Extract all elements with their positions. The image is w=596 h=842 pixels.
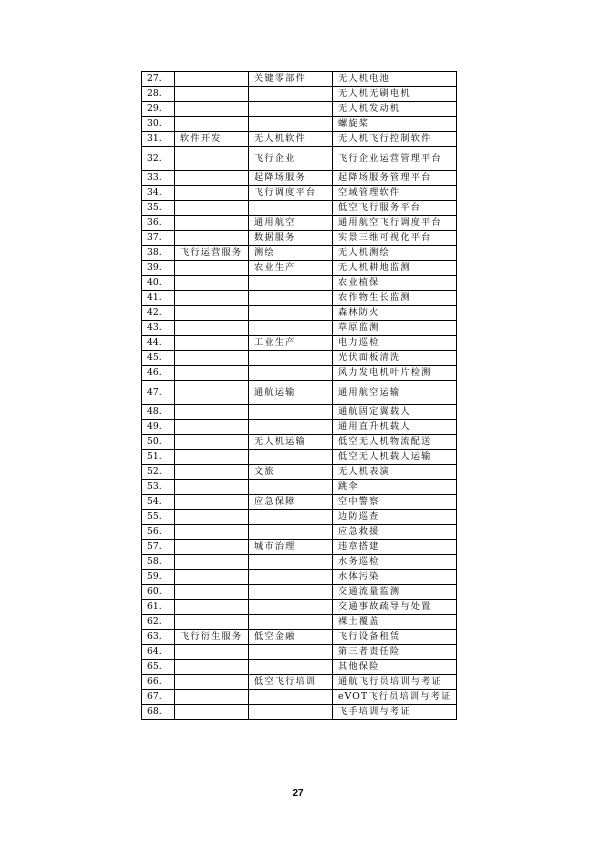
item-cell: 通用航空飞行调度平台 <box>333 216 457 231</box>
row-number: 51. <box>142 450 175 465</box>
category-cell <box>175 615 249 630</box>
table-row <box>142 555 457 570</box>
item-cell: 裸土覆盖 <box>333 615 457 630</box>
category-cell <box>175 585 249 600</box>
category-cell <box>175 540 249 555</box>
table-body <box>142 72 457 720</box>
table-row <box>142 480 457 495</box>
subcategory-cell: 文旅 <box>249 465 333 480</box>
category-cell <box>175 117 249 132</box>
table-row <box>142 291 457 306</box>
subcategory-cell: 工业生产 <box>249 336 333 351</box>
item-cell: 森林防火 <box>333 306 457 321</box>
table-row <box>142 495 457 510</box>
table-row <box>142 201 457 216</box>
category-cell <box>175 186 249 201</box>
subcategory-cell <box>249 600 333 615</box>
subcategory-cell <box>249 87 333 102</box>
row-number: 63. <box>142 630 175 645</box>
item-cell: 无人机耕地监测 <box>333 261 457 276</box>
category-cell: 软件开发 <box>175 132 249 147</box>
row-number: 47. <box>142 381 175 405</box>
table-row <box>142 615 457 630</box>
row-number: 36. <box>142 216 175 231</box>
row-number: 28. <box>142 87 175 102</box>
category-cell <box>175 201 249 216</box>
table-row <box>142 336 457 351</box>
subcategory-cell <box>249 480 333 495</box>
category-cell <box>175 555 249 570</box>
category-cell <box>175 171 249 186</box>
table-row <box>142 525 457 540</box>
subcategory-cell: 农业生产 <box>249 261 333 276</box>
table-row <box>142 186 457 201</box>
table-row <box>142 540 457 555</box>
subcategory-cell: 飞行调度平台 <box>249 186 333 201</box>
item-cell: 通航飞行员培训与考证 <box>333 675 457 690</box>
table-row <box>142 261 457 276</box>
row-number: 50. <box>142 435 175 450</box>
subcategory-cell <box>249 525 333 540</box>
subcategory-cell: 飞行企业 <box>249 147 333 171</box>
subcategory-cell <box>249 570 333 585</box>
row-number: 68. <box>142 705 175 720</box>
item-cell: 违章搭建 <box>333 540 457 555</box>
category-cell <box>175 366 249 381</box>
subcategory-cell: 数据服务 <box>249 231 333 246</box>
subcategory-cell <box>249 585 333 600</box>
table-row <box>142 660 457 675</box>
category-cell <box>175 87 249 102</box>
row-number: 58. <box>142 555 175 570</box>
item-cell: 交通流量监测 <box>333 585 457 600</box>
row-number: 49. <box>142 420 175 435</box>
item-cell: 通用直升机载人 <box>333 420 457 435</box>
category-cell <box>175 231 249 246</box>
table-row <box>142 72 457 87</box>
item-cell: 低空无人机载人运输 <box>333 450 457 465</box>
row-number: 32. <box>142 147 175 171</box>
item-cell: 其他保险 <box>333 660 457 675</box>
item-cell: 无人机测绘 <box>333 246 457 261</box>
item-cell: 无人机发动机 <box>333 102 457 117</box>
subcategory-cell <box>249 450 333 465</box>
item-cell: 应急救援 <box>333 525 457 540</box>
subcategory-cell <box>249 276 333 291</box>
subcategory-cell <box>249 351 333 366</box>
subcategory-cell <box>249 201 333 216</box>
row-number: 53. <box>142 480 175 495</box>
category-cell: 飞行衍生服务 <box>175 630 249 645</box>
table-row <box>142 246 457 261</box>
subcategory-cell: 无人机软件 <box>249 132 333 147</box>
table-row <box>142 645 457 660</box>
subcategory-cell <box>249 405 333 420</box>
table-row <box>142 435 457 450</box>
table-row <box>142 510 457 525</box>
item-cell: 水体污染 <box>333 570 457 585</box>
item-cell: 飞手培训与考证 <box>333 705 457 720</box>
subcategory-cell: 通航运输 <box>249 381 333 405</box>
row-number: 38. <box>142 246 175 261</box>
row-number: 59. <box>142 570 175 585</box>
subcategory-cell <box>249 660 333 675</box>
table-row <box>142 450 457 465</box>
row-number: 27. <box>142 72 175 87</box>
data-table <box>141 71 457 720</box>
item-cell: 光伏面板清洗 <box>333 351 457 366</box>
table-row <box>142 132 457 147</box>
category-cell <box>175 351 249 366</box>
item-cell: 电力巡检 <box>333 336 457 351</box>
subcategory-cell <box>249 366 333 381</box>
subcategory-cell <box>249 117 333 132</box>
item-cell: 第三者责任险 <box>333 645 457 660</box>
table-row <box>142 147 457 171</box>
table-row <box>142 276 457 291</box>
item-cell: 飞行设备租赁 <box>333 630 457 645</box>
category-cell <box>175 420 249 435</box>
table-row <box>142 705 457 720</box>
row-number: 56. <box>142 525 175 540</box>
subcategory-cell <box>249 102 333 117</box>
category-cell <box>175 306 249 321</box>
category-cell <box>175 381 249 405</box>
item-cell: 飞行企业运营管理平台 <box>333 147 457 171</box>
subcategory-cell: 低空飞行培训 <box>249 675 333 690</box>
subcategory-cell <box>249 291 333 306</box>
subcategory-cell <box>249 321 333 336</box>
item-cell: 农作物生长监测 <box>333 291 457 306</box>
category-cell <box>175 570 249 585</box>
table-row <box>142 171 457 186</box>
table-row <box>142 570 457 585</box>
row-number: 65. <box>142 660 175 675</box>
table-row <box>142 87 457 102</box>
row-number: 43. <box>142 321 175 336</box>
table-row <box>142 630 457 645</box>
row-number: 40. <box>142 276 175 291</box>
subcategory-cell: 测绘 <box>249 246 333 261</box>
row-number: 62. <box>142 615 175 630</box>
row-number: 29. <box>142 102 175 117</box>
item-cell: 通用航空运输 <box>333 381 457 405</box>
item-cell: 无人机表演 <box>333 465 457 480</box>
category-cell <box>175 102 249 117</box>
table-row <box>142 585 457 600</box>
row-number: 67. <box>142 690 175 705</box>
row-number: 57. <box>142 540 175 555</box>
subcategory-cell <box>249 420 333 435</box>
item-cell: 空中警察 <box>333 495 457 510</box>
subcategory-cell: 无人机运输 <box>249 435 333 450</box>
table-row <box>142 465 457 480</box>
item-cell: 草原监测 <box>333 321 457 336</box>
category-cell <box>175 291 249 306</box>
subcategory-cell: 起降场服务 <box>249 171 333 186</box>
category-cell <box>175 336 249 351</box>
category-cell <box>175 495 249 510</box>
row-number: 45. <box>142 351 175 366</box>
item-cell: 无人机飞行控制软件 <box>333 132 457 147</box>
category-cell <box>175 216 249 231</box>
category-cell: 飞行运营服务 <box>175 246 249 261</box>
subcategory-cell <box>249 705 333 720</box>
table-row <box>142 216 457 231</box>
category-cell <box>175 261 249 276</box>
item-cell: 螺旋桨 <box>333 117 457 132</box>
item-cell: 空域管理软件 <box>333 186 457 201</box>
table-row <box>142 600 457 615</box>
category-cell <box>175 645 249 660</box>
row-number: 30. <box>142 117 175 132</box>
item-cell: 低空飞行服务平台 <box>333 201 457 216</box>
category-cell <box>175 321 249 336</box>
row-number: 35. <box>142 201 175 216</box>
category-cell <box>175 510 249 525</box>
category-cell <box>175 405 249 420</box>
category-cell <box>175 525 249 540</box>
item-cell: 低空无人机物流配送 <box>333 435 457 450</box>
subcategory-cell: 城市治理 <box>249 540 333 555</box>
item-cell: 风力发电机叶片检测 <box>333 366 457 381</box>
table-row <box>142 117 457 132</box>
row-number: 34. <box>142 186 175 201</box>
subcategory-cell: 应急保障 <box>249 495 333 510</box>
table-row <box>142 381 457 405</box>
subcategory-cell: 关键零部件 <box>249 72 333 87</box>
table-row <box>142 366 457 381</box>
category-cell <box>175 660 249 675</box>
row-number: 52. <box>142 465 175 480</box>
table-row <box>142 351 457 366</box>
category-cell <box>175 147 249 171</box>
item-cell: 实景三维可视化平台 <box>333 231 457 246</box>
category-cell <box>175 435 249 450</box>
row-number: 66. <box>142 675 175 690</box>
row-number: 64. <box>142 645 175 660</box>
subcategory-cell <box>249 510 333 525</box>
table-row <box>142 321 457 336</box>
table-row <box>142 405 457 420</box>
category-cell <box>175 465 249 480</box>
row-number: 44. <box>142 336 175 351</box>
row-number: 46. <box>142 366 175 381</box>
row-number: 55. <box>142 510 175 525</box>
subcategory-cell: 低空金融 <box>249 630 333 645</box>
row-number: 33. <box>142 171 175 186</box>
category-cell <box>175 600 249 615</box>
row-number: 39. <box>142 261 175 276</box>
item-cell: 无人机电池 <box>333 72 457 87</box>
item-cell: 起降场服务管理平台 <box>333 171 457 186</box>
item-cell: 通航固定翼载人 <box>333 405 457 420</box>
row-number: 60. <box>142 585 175 600</box>
subcategory-cell: 通用航空 <box>249 216 333 231</box>
row-number: 61. <box>142 600 175 615</box>
item-cell: 边防巡查 <box>333 510 457 525</box>
category-cell <box>175 675 249 690</box>
subcategory-cell <box>249 555 333 570</box>
category-cell <box>175 690 249 705</box>
table-row <box>142 231 457 246</box>
row-number: 31. <box>142 132 175 147</box>
table-row <box>142 420 457 435</box>
table-row <box>142 675 457 690</box>
category-cell <box>175 72 249 87</box>
category-cell <box>175 480 249 495</box>
row-number: 41. <box>142 291 175 306</box>
subcategory-cell <box>249 306 333 321</box>
item-cell: 跳伞 <box>333 480 457 495</box>
table-row <box>142 690 457 705</box>
item-cell: 无人机无刷电机 <box>333 87 457 102</box>
item-cell: 水务巡检 <box>333 555 457 570</box>
subcategory-cell <box>249 690 333 705</box>
category-cell <box>175 276 249 291</box>
item-cell: 农业植保 <box>333 276 457 291</box>
table-row <box>142 102 457 117</box>
category-cell <box>175 705 249 720</box>
subcategory-cell <box>249 645 333 660</box>
row-number: 42. <box>142 306 175 321</box>
row-number: 54. <box>142 495 175 510</box>
item-cell: eVOT飞行员培训与考证 <box>333 690 457 705</box>
row-number: 48. <box>142 405 175 420</box>
item-cell: 交通事故疏导与处置 <box>333 600 457 615</box>
category-cell <box>175 450 249 465</box>
subcategory-cell <box>249 615 333 630</box>
page-number: 27 <box>292 788 304 799</box>
row-number: 37. <box>142 231 175 246</box>
table-row <box>142 306 457 321</box>
